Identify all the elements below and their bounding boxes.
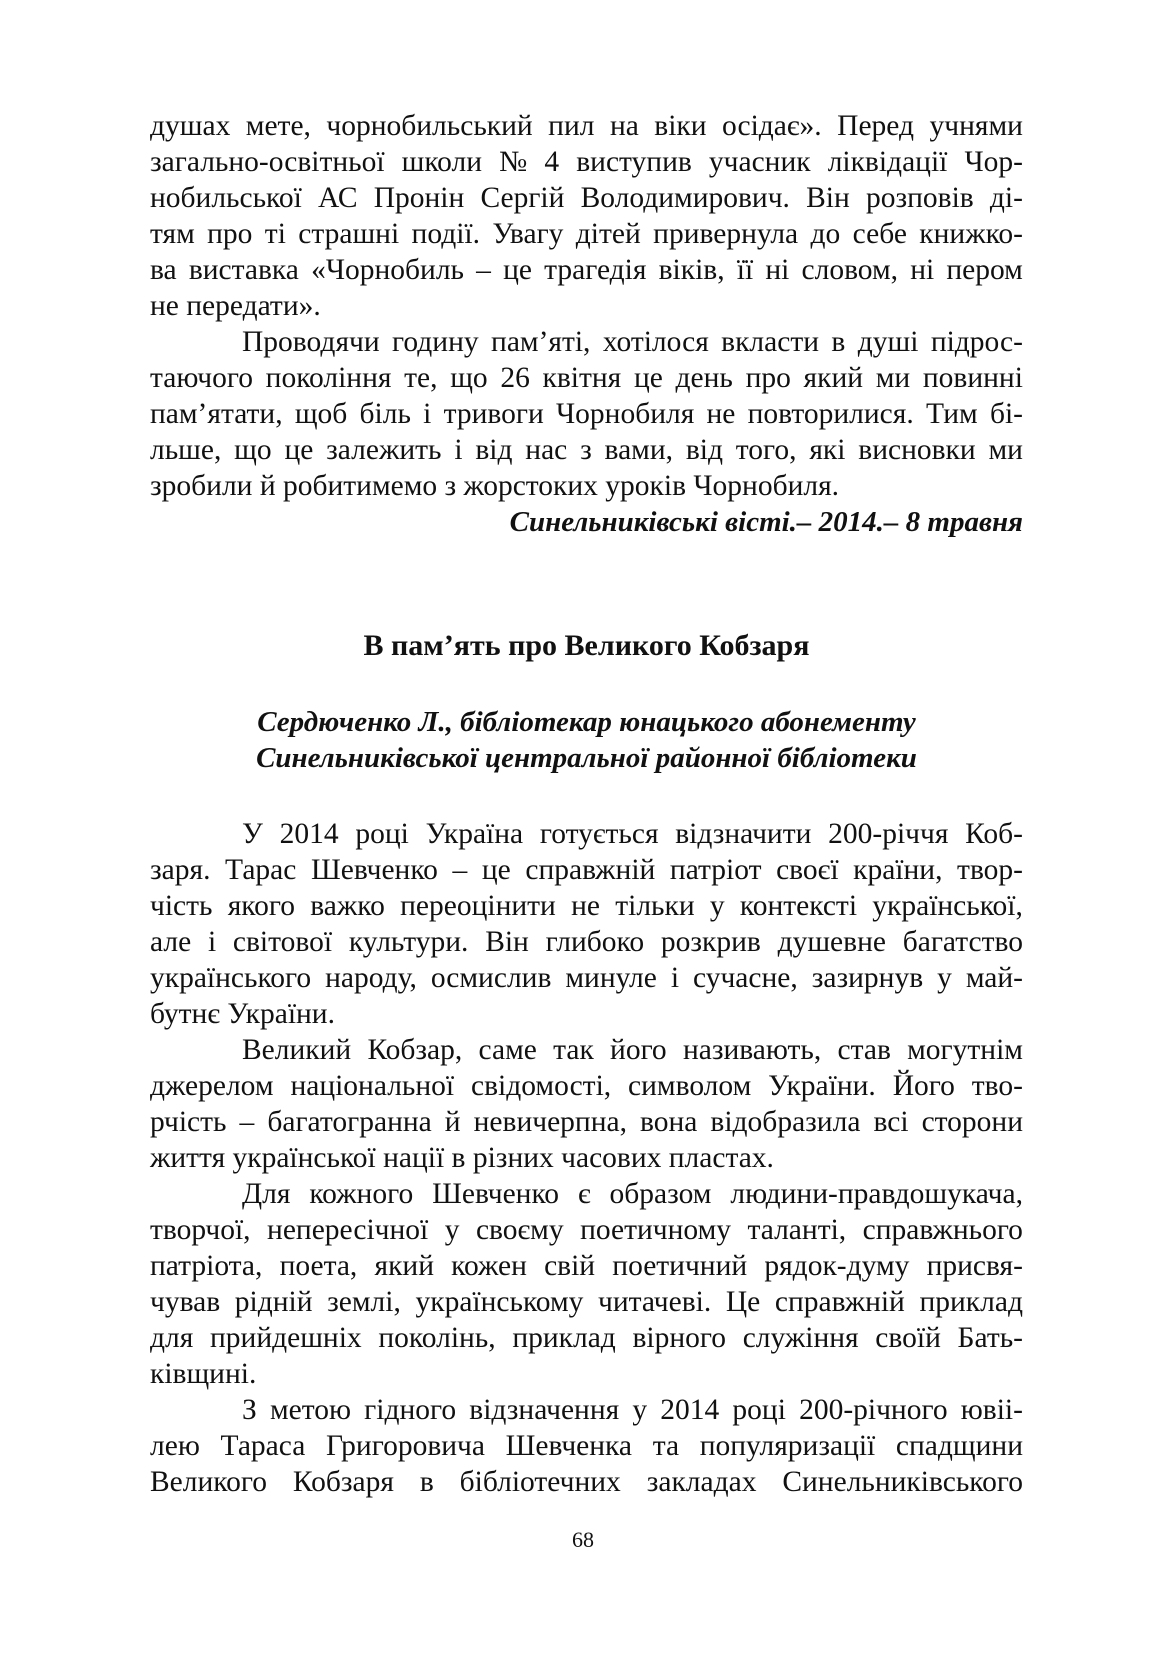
paragraph-line: бутнє України. [150, 998, 335, 1030]
paragraph-line: З метою гідного відзначення у 2014 році 200-річного ювіі- [242, 1394, 1023, 1426]
paragraph-line: Великого Кобзаря в бібліотечних закладах Синельниківського [150, 1466, 1023, 1498]
author-line: Сердюченко Л., бібліотекар юнацького абонементу [257, 706, 916, 738]
paragraph-line: патріота, поета, який кожен свій поетичний рядок-думу присвя- [150, 1250, 1023, 1282]
paragraph-line: душах мете, чорнобильський пил на віки осідає». Перед учнями [150, 110, 1023, 142]
paragraph-line: чував рідній землі, українському читачеві. Це справжній приклад [150, 1286, 1023, 1318]
article-kobzar-body [150, 816, 1023, 1500]
article-title: В пам’ять про Великого Кобзаря [363, 629, 810, 662]
paragraph-line: чість якого важко переоцінити не тільки у контексті української, [150, 890, 1023, 922]
paragraph-line: рчість – багатогранна й невичерпна, вона відобразила всі сторони [150, 1106, 1023, 1138]
paragraph-line: ва виставка «Чорнобиль – це трагедія віків, її ні словом, ні пером [150, 254, 1023, 286]
paragraph-line: пам’ятати, щоб біль і тривоги Чорнобиля не повторилися. Тим бі- [150, 398, 1023, 430]
author-affiliation: Синельниківської центральної районної бібліотеки [256, 742, 917, 774]
paragraph-line: життя української нації в різних часових пластах. [150, 1142, 774, 1174]
paragraph-line: творчої, непересічної у своєму поетичному таланті, справжнього [150, 1214, 1023, 1246]
paragraph-line: Великий Кобзар, саме так його називають, став могутнім [242, 1034, 1023, 1066]
article-chornobyl-continuation [150, 108, 1023, 540]
paragraph-line: для прийдешніх поколінь, приклад вірного служіння своїй Бать- [150, 1322, 1023, 1354]
paragraph-line: загально-освітньої школи № 4 виступив учасник ліквідації Чор- [150, 146, 1023, 178]
paragraph-line: лею Тараса Григоровича Шевченка та популяризації спадщини [150, 1430, 1023, 1462]
document-page [150, 108, 1023, 1500]
paragraph-line: українського народу, осмислив минуле і сучасне, зазирнув у май- [150, 962, 1023, 994]
paragraph-line: зробили й робитимемо з жорстоких уроків Чорнобиля. [150, 470, 840, 502]
paragraph-line: У 2014 році Україна готується відзначити 200-річчя Коб- [242, 818, 1023, 850]
paragraph-line: таючого покоління те, що 26 квітня це день про який ми повинні [150, 362, 1023, 394]
paragraph-line: джерелом національної свідомості, символом України. Його тво- [150, 1070, 1023, 1102]
paragraph-line: Проводячи годину пам’яті, хотілося вкласти в душі підрос- [242, 326, 1023, 358]
paragraph-line: не передати». [150, 290, 321, 322]
paragraph-line: нобильської АС Пронін Сергій Володимирович. Він розповів ді- [150, 182, 1023, 214]
paragraph-line: заря. Тарас Шевченко – це справжній патріот своєї країни, твор- [150, 854, 1023, 886]
page-number: 68 [572, 1527, 594, 1552]
source-citation: Синельниківські вісті.– 2014.– 8 травня [509, 506, 1023, 538]
paragraph-line: Для кожного Шевченко є образом людини-правдошукача, [242, 1178, 1023, 1210]
paragraph-line: тям про ті страшні події. Увагу дітей привернула до себе книжко- [150, 218, 1023, 250]
paragraph-line: льше, що це залежить і від нас з вами, від того, які висновки ми [150, 434, 1023, 466]
paragraph-line: але і світової культури. Він глибоко розкрив душевне багатство [150, 926, 1023, 958]
paragraph-line: ківщині. [150, 1358, 257, 1390]
